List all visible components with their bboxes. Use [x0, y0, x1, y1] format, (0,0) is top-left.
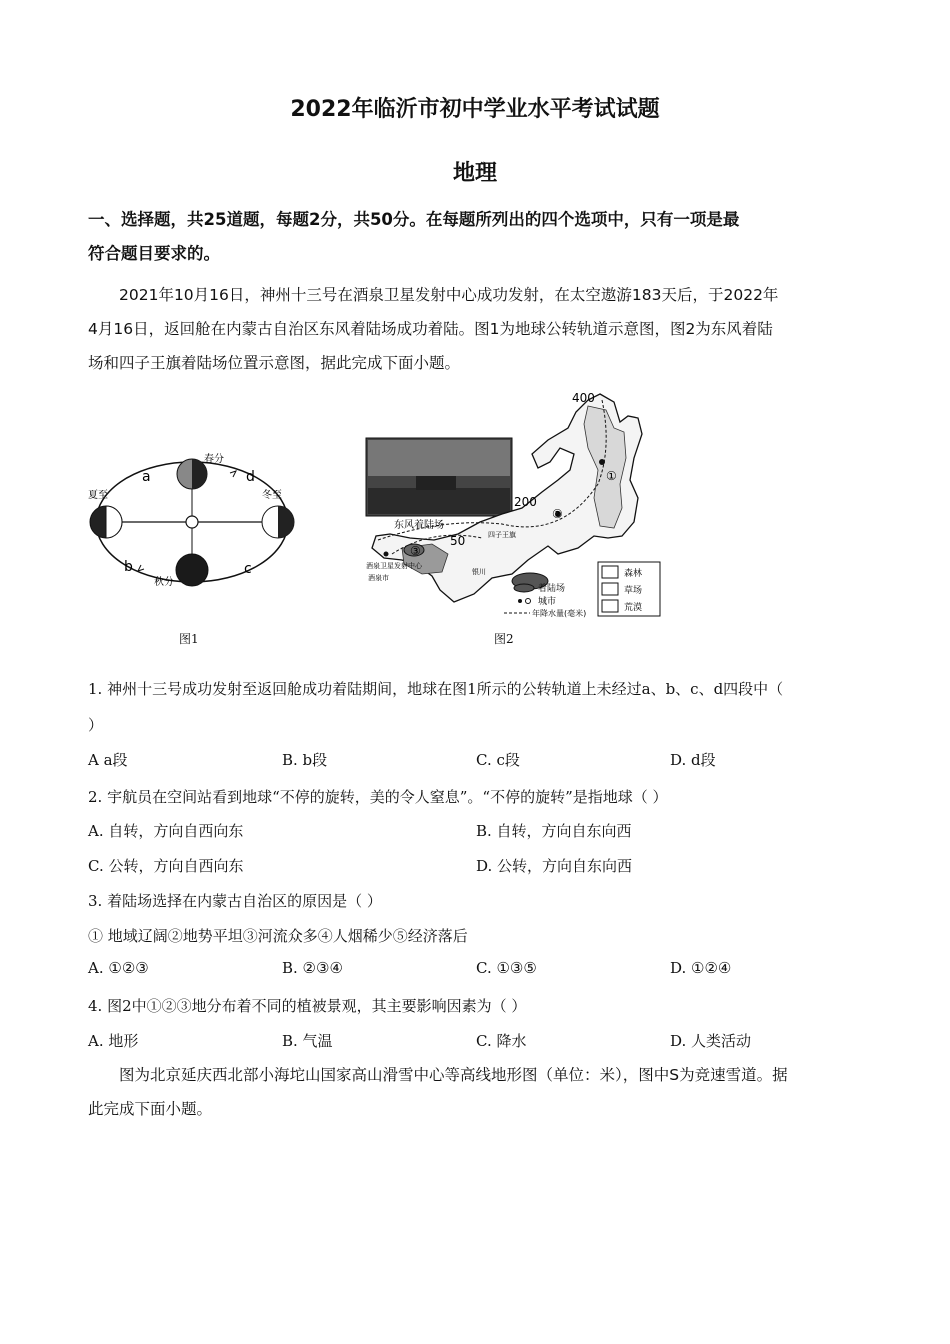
q3-option-a[interactable]: A. ①②③: [88, 959, 149, 977]
q2-option-b[interactable]: B. 自转，方向自东向西: [476, 822, 632, 840]
legend-desert-icon: [602, 600, 618, 612]
intro1-line2: 4月16日，返回舱在内蒙古自治区东风着陆场成功着陆。图1为地球公转轨道示意图，图2为东风着陆: [88, 320, 773, 338]
marker-3: ③: [410, 544, 421, 558]
siziwang-label: 四子王旗: [488, 531, 516, 539]
q1-option-d[interactable]: D. d段: [670, 751, 716, 769]
q4-option-a[interactable]: A. 地形: [88, 1032, 139, 1050]
intro1-line3: 场和四子王旗着陆场位置示意图，据此完成下面小题。: [88, 354, 461, 372]
figure-1-caption: 图1: [179, 632, 199, 646]
q3-option-b[interactable]: B. ②③④: [282, 959, 343, 977]
yinchuan-label: 银川: [472, 568, 486, 576]
q3-stem: 3. 着陆场选择在内蒙古自治区的原因是（ ）: [88, 892, 382, 910]
earth-autumn-icon: [176, 554, 208, 586]
legend-grass: 草场: [624, 586, 643, 596]
iso-50: 50: [450, 534, 466, 548]
figure-2-caption: 图2: [494, 632, 514, 646]
figure-2-map: [362, 388, 662, 623]
intro2-line2: 此完成下面小题。: [88, 1100, 213, 1118]
iso-400: 400: [572, 391, 595, 405]
q2-option-d[interactable]: D. 公转，方向自东向西: [476, 857, 633, 875]
legend-desert: 荒漠: [624, 603, 643, 613]
q4-option-c[interactable]: C. 降水: [476, 1032, 527, 1050]
label-a: a: [142, 469, 151, 485]
q2-option-a[interactable]: A. 自转，方向自西向东: [88, 822, 244, 840]
q3-statements: ① 地域辽阔②地势平坦③河流众多④人烟稀少⑤经济落后: [88, 927, 468, 945]
q4-stem: 4. 图2中①②③地分布着不同的植被景观，其主要影响因素为（ ）: [88, 997, 527, 1015]
q4-option-d[interactable]: D. 人类活动: [670, 1032, 752, 1050]
legend-city: 城市: [538, 597, 557, 607]
intro-paragraph-2: [88, 1058, 870, 1126]
label-winter: 冬至: [262, 490, 282, 501]
label-d: d: [246, 469, 255, 485]
legend-forest: 森林: [624, 569, 643, 579]
q3-option-c[interactable]: C. ①③⑤: [476, 959, 537, 977]
q2-option-c[interactable]: C. 公转，方向自西向东: [88, 857, 244, 875]
legend-landing-icon: [514, 584, 534, 592]
exam-title: 2022年临沂市初中学业水平考试试题: [290, 97, 660, 122]
label-c: c: [244, 561, 252, 577]
legend-rain: 年降水量(毫米): [532, 609, 587, 618]
marker-1: ①: [606, 469, 617, 483]
intro2-line1: 图为北京延庆西北部小海坨山国家高山滑雪中心等高线地形图（单位：米），图中S为竞速雪道。据: [119, 1066, 788, 1084]
subject-title: 地理: [452, 161, 497, 186]
label-summer: 夏至: [88, 490, 108, 501]
q1-stem-end: ）: [88, 716, 104, 734]
label-b: b: [124, 559, 133, 575]
legend-forest-icon: [602, 566, 618, 578]
q1-option-c[interactable]: C. c段: [476, 751, 520, 769]
q1-option-b[interactable]: B. b段: [282, 751, 328, 769]
figure-1-orbit-diagram: [84, 445, 304, 595]
label-autumn: 秋分: [154, 577, 174, 588]
site-label: 东风着陆场: [394, 520, 444, 531]
legend-landing: 着陆场: [538, 584, 566, 594]
section-heading-line2: 符合题目要求的。: [88, 244, 220, 263]
intro1-line1: 2021年10月16日，神州十三号在酒泉卫星发射中心成功发射，在太空遨游183天后，于2022年: [119, 286, 779, 304]
legend-grass-icon: [602, 583, 618, 595]
q3-option-d[interactable]: D. ①②④: [670, 959, 732, 977]
iso-200: 200: [514, 495, 537, 509]
marker-2: ②: [552, 507, 563, 521]
label-spring: 春分: [204, 454, 224, 465]
section-heading: [88, 203, 868, 271]
jiuquan-label: 酒泉卫星发射中心: [366, 562, 422, 570]
intro-paragraph-1: [88, 278, 870, 380]
q1-option-a[interactable]: A a段: [88, 751, 128, 769]
jiuquan-city-label: 酒泉市: [368, 574, 389, 582]
q1-stem: 1. 神州十三号成功发射至返回舱成功着陆期间，地球在图1所示的公转轨道上未经过a、b、c、d四段中（: [88, 680, 784, 698]
q2-stem: 2. 宇航员在空间站看到地球“不停的旋转，美的令人窒息”。“不停的旋转”是指地球（ ）: [88, 788, 668, 806]
q4-option-b[interactable]: B. 气温: [282, 1032, 333, 1050]
section-heading-line1: 一、选择题，共25道题，每题2分，共50分。在每题所列出的四个选项中，只有一项是最: [88, 210, 740, 229]
